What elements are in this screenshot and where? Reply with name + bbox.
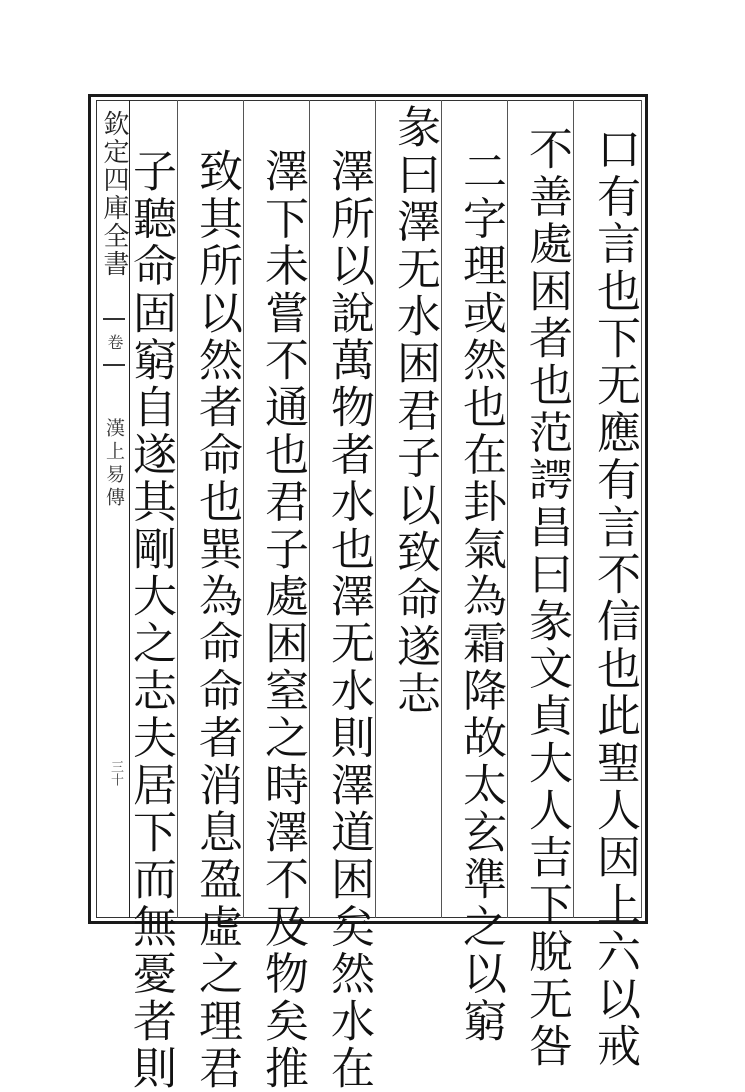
text-column-5: 澤所以說萬物者水也澤无水則澤道困矣然水在 — [323, 148, 374, 1092]
library-title: 欽定四庫全書 — [99, 110, 129, 278]
text-column-8: 子聽命固窮自遂其剛大之志夫居下而無憂者則 — [125, 148, 176, 1092]
text-column-4: 彖曰澤无水困君子以致命遂志 — [389, 104, 440, 718]
text-column-3: 二字理或然也在卦氣為霜降故太玄準之以窮 — [455, 148, 506, 1045]
text-column-6: 澤下未嘗不通也君子處困窒之時澤不及物矣推 — [257, 148, 308, 1092]
page-number: 三十 — [108, 760, 123, 786]
text-column-7: 致其所以然者命也巽為命命者消息盈虛之理君 — [191, 148, 242, 1092]
text-column-1: 口有言也下无應有言不信也此聖人因上六以戒 — [589, 126, 640, 1070]
text-column-2: 不善處困者也范諤昌曰彖文貞大人吉下脫无咎 — [521, 126, 572, 1070]
book-title: 漢上易傳 — [103, 418, 125, 510]
volume-marker: 卷 — [103, 318, 125, 366]
